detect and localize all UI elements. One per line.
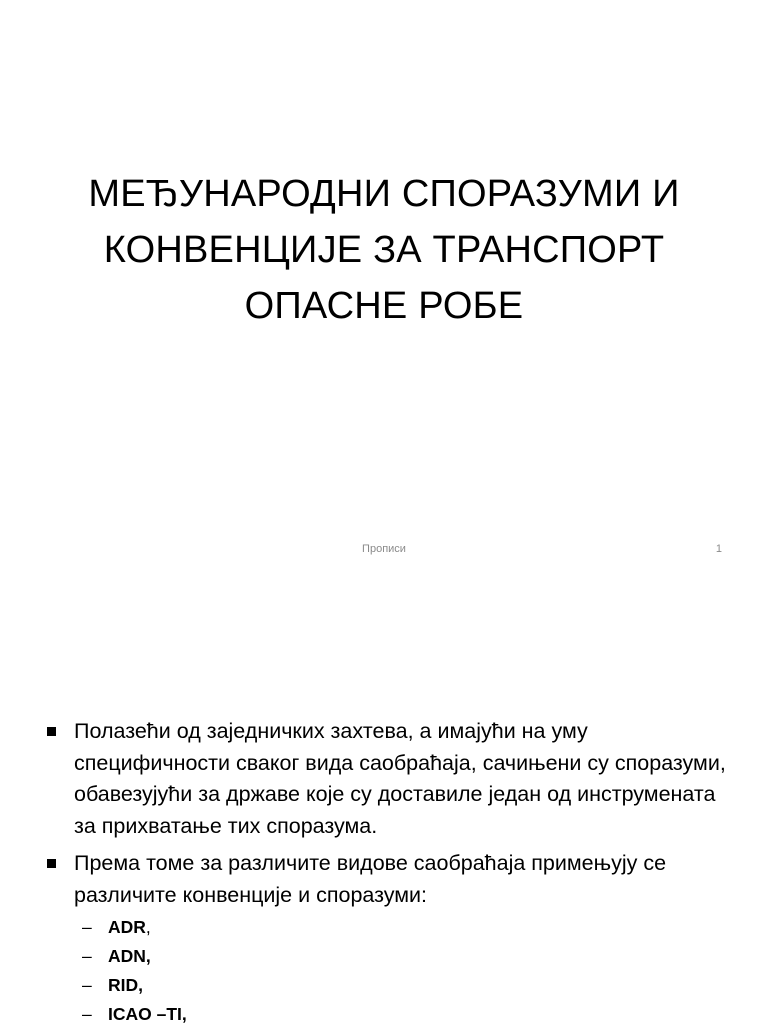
convention-code: ADN, (108, 946, 151, 966)
slide-title-line: КОНВЕНЦИЈЕ ЗА ТРАНСПОРТ (103, 229, 665, 271)
bullet-list (46, 716, 726, 1035)
slide-title (40, 166, 728, 334)
convention-code: RID, (108, 975, 143, 995)
square-bullet-icon (47, 727, 56, 736)
slide-footer-text: Прописи (362, 543, 406, 555)
bullet-item (46, 716, 726, 842)
bullet-text: Полазећи од заједничких захтева, а имајући на уму специфичности сваког вида саобраћаја, сачињени су споразуми, обавезујући за државе које су доставиле један од инструмената за прихватање тих споразума. (74, 719, 726, 838)
sub-bullet-item (74, 1000, 726, 1029)
square-bullet-icon (47, 859, 56, 868)
slide-title-line: МЕЂУНАРОДНИ СПОРАЗУМИ И (88, 173, 680, 215)
bullet-item (46, 848, 726, 1029)
content-slide (0, 576, 768, 1024)
dash-bullet-icon: – (82, 946, 92, 966)
convention-suffix: , (145, 917, 151, 937)
dash-bullet-icon: – (82, 1004, 92, 1024)
dash-bullet-icon: – (82, 975, 92, 995)
slide-title-line: ОПАСНЕ РОБЕ (244, 285, 524, 327)
sub-bullet-item (74, 942, 726, 971)
sub-bullet-item (74, 913, 726, 942)
sub-bullet-item (74, 971, 726, 1000)
dash-bullet-icon: – (82, 917, 92, 937)
slide-page-number: 1 (715, 543, 722, 555)
bullet-text: Према томе за различите видове саобраћаја примењују се различите конвенције и споразуми: (74, 851, 667, 907)
sub-bullet-list (74, 913, 726, 1029)
convention-code: ADR (108, 917, 146, 937)
convention-code: ICAO –TI, (108, 1004, 187, 1024)
